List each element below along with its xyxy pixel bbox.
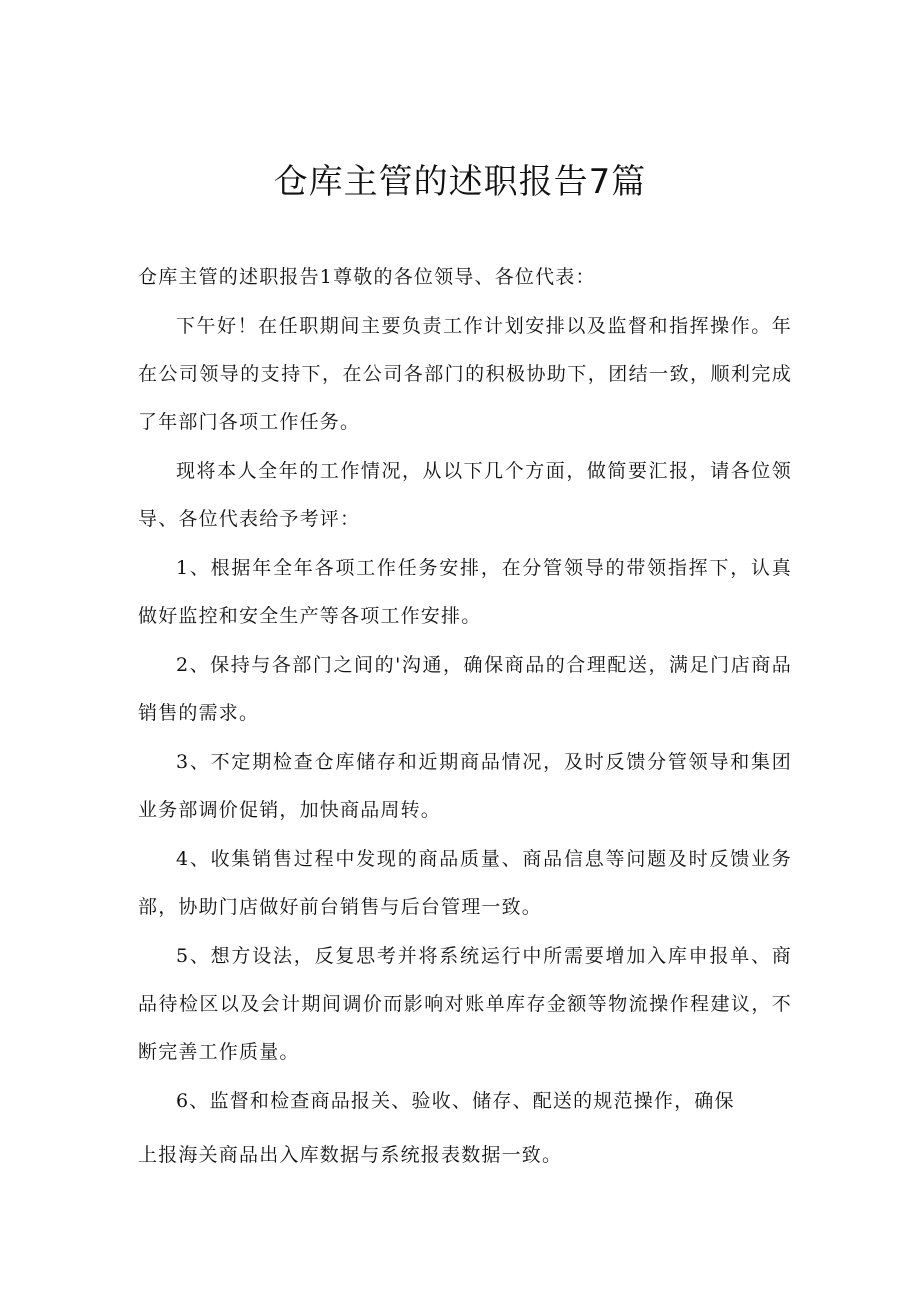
list-item-5: 5、想方设法，反复思考并将系统运行中所需要增加入库申报单、商品待检区以及会计期间调价而影响对账单库存金额等物流操作程建议，不断完善工作质量。 [138,945,792,1063]
list-item-2: 2、保持与各部门之间的'沟通，确保商品的合理配送，满足门店商品销售的需求。 [138,654,792,724]
paragraph-greeting: 下午好！在任职期间主要负责工作计划安排以及监督和指挥操作。年在公司领导的支持下，在公司各部门的积极协助下，团结一致，顺利完成了年部门各项工作任务。 [138,315,792,433]
list-item-6-continuation: 上报海关商品出入库数据与系统报表数据一致。 [138,1144,563,1166]
intro-line: 仓库主管的述职报告1尊敬的各位领导、各位代表： [138,266,596,288]
list-item-1: 1、根据年全年各项工作任务安排，在分管领导的带领指挥下，认真做好监控和安全生产等各项工作安排。 [138,557,792,627]
list-item-6: 6、监督和检查商品报关、验收、储存、配送的规范操作，确保 [176,1090,735,1112]
list-item-4: 4、收集销售过程中发现的商品质量、商品信息等问题及时反馈业务部，协助门店做好前台销售与后台管理一致。 [138,848,792,918]
paragraph-summary: 现将本人全年的工作情况，从以下几个方面，做简要汇报，请各位领导、各位代表给予考评： [138,460,792,530]
document-body [138,253,792,1180]
page-title: 仓库主管的述职报告7篇 [273,162,647,202]
list-item-3: 3、不定期检查仓库储存和近期商品情况，及时反馈分管领导和集团业务部调价促销，加快商品周转。 [138,751,792,821]
